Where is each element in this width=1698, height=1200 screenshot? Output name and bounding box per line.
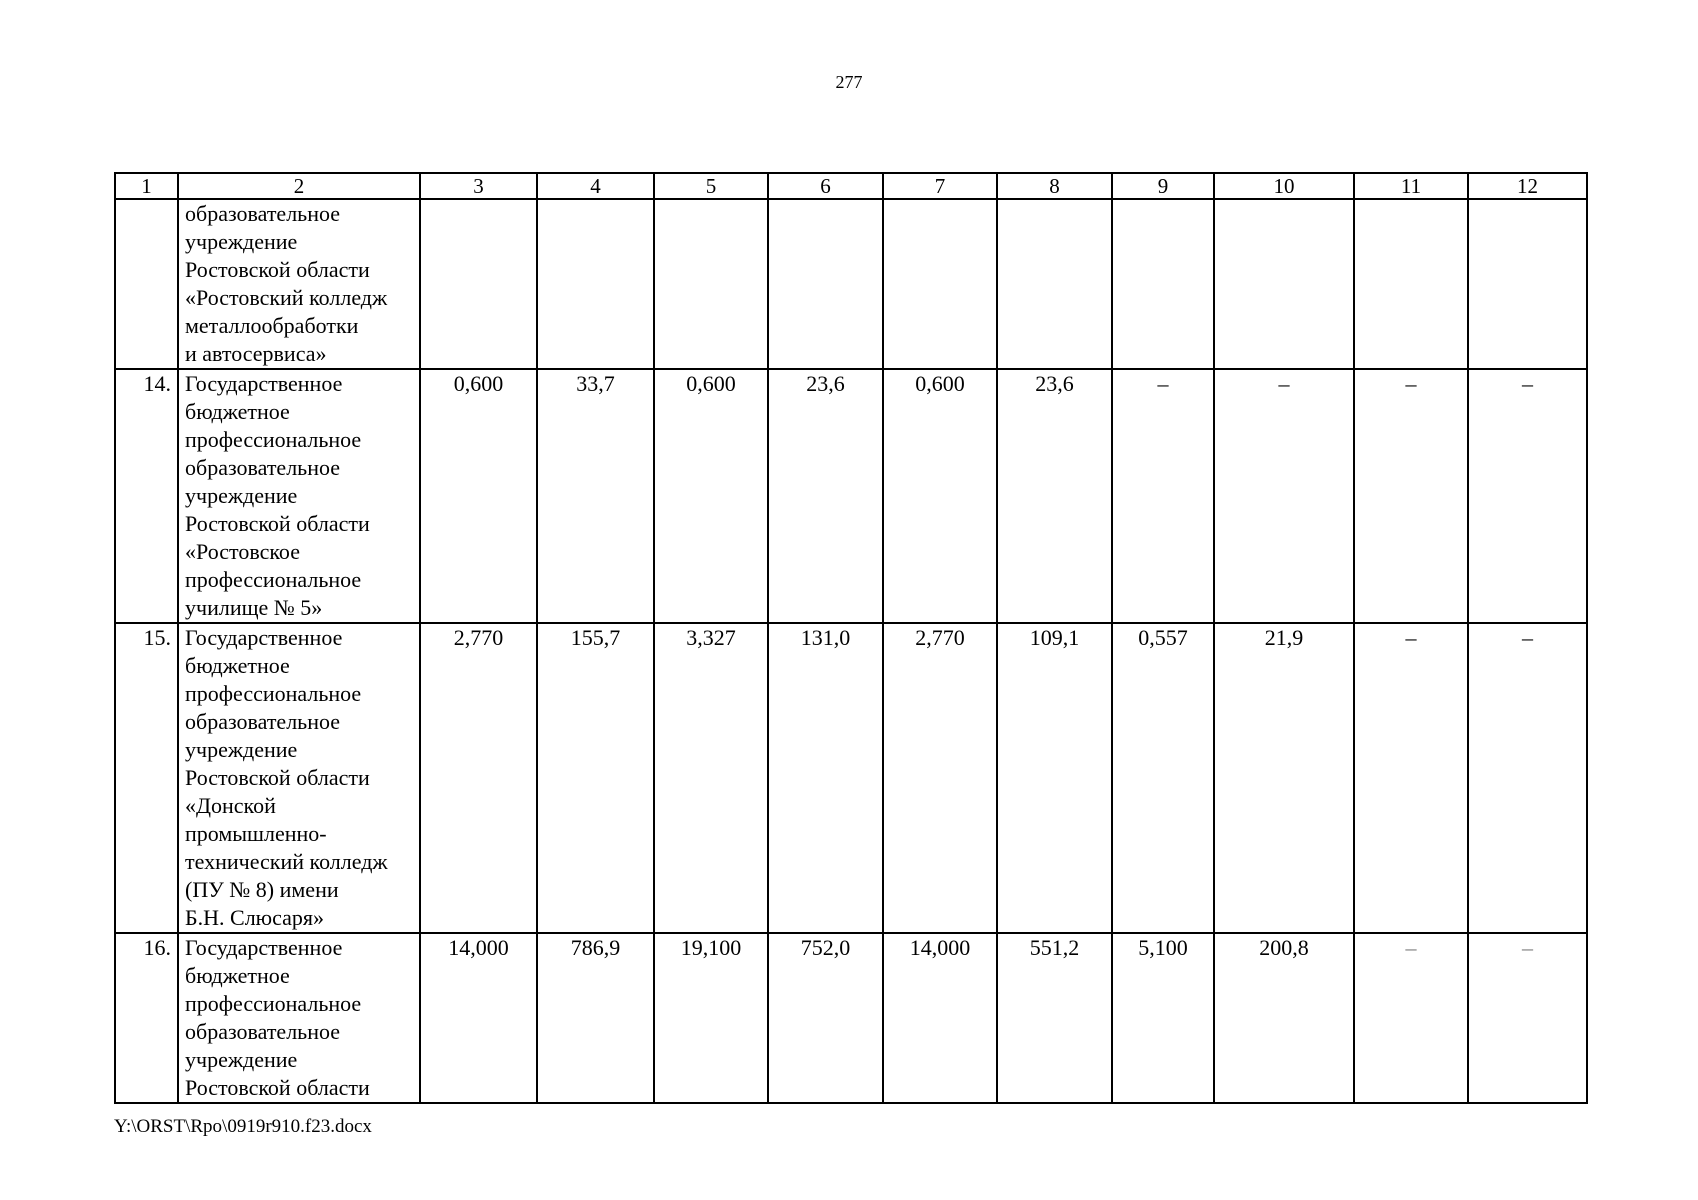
value-cell: 551,2 xyxy=(997,933,1112,1103)
name-line: профессиональное xyxy=(185,427,362,452)
value-cell: 19,100 xyxy=(654,933,768,1103)
row-number xyxy=(115,199,178,369)
column-header: 4 xyxy=(537,173,654,199)
name-line: Государственное xyxy=(185,625,343,650)
footer-file-path: Y:\ORST\Rpo\0919r910.f23.docx xyxy=(114,1116,372,1137)
value-cell: – xyxy=(1354,623,1468,933)
value-cell: – xyxy=(1214,369,1354,623)
column-header: 3 xyxy=(420,173,537,199)
value-cell: 200,8 xyxy=(1214,933,1354,1103)
value-cell xyxy=(997,199,1112,369)
name-line: бюджетное xyxy=(185,399,290,424)
value-cell: 109,1 xyxy=(997,623,1112,933)
name-line: учреждение xyxy=(185,229,298,254)
value-cell: 21,9 xyxy=(1214,623,1354,933)
row-number: 15. xyxy=(115,623,178,933)
value-cell xyxy=(1214,199,1354,369)
table-row xyxy=(115,199,1587,369)
table-row xyxy=(115,623,1587,933)
value-cell: – xyxy=(1354,369,1468,623)
name-line: Ростовской области xyxy=(185,1075,370,1100)
column-header: 7 xyxy=(883,173,997,199)
value-cell: 23,6 xyxy=(997,369,1112,623)
name-line: бюджетное xyxy=(185,963,290,988)
column-header: 5 xyxy=(654,173,768,199)
table-header-row xyxy=(115,173,1587,199)
value-cell: 14,000 xyxy=(883,933,997,1103)
data-table xyxy=(114,172,1588,1104)
value-cell: 3,327 xyxy=(654,623,768,933)
name-line: Ростовской области xyxy=(185,765,370,790)
row-number: 16. xyxy=(115,933,178,1103)
name-line: Государственное xyxy=(185,371,343,396)
name-line: образовательное xyxy=(185,1019,341,1044)
value-cell xyxy=(420,199,537,369)
name-line: и автосервиса» xyxy=(185,341,327,366)
name-line: (ПУ № 8) имени xyxy=(185,877,339,902)
value-cell: 0,600 xyxy=(420,369,537,623)
value-cell: 0,600 xyxy=(654,369,768,623)
name-line: учреждение xyxy=(185,483,298,508)
value-cell: 2,770 xyxy=(420,623,537,933)
value-cell: 23,6 xyxy=(768,369,883,623)
value-cell: 0,557 xyxy=(1112,623,1214,933)
value-cell: 2,770 xyxy=(883,623,997,933)
value-cell: 33,7 xyxy=(537,369,654,623)
value-cell: – xyxy=(1468,369,1587,623)
name-line: «Ростовское xyxy=(185,539,300,564)
institution-name xyxy=(178,933,420,1103)
value-cell: – xyxy=(1468,623,1587,933)
name-line: Ростовской области xyxy=(185,511,370,536)
page-number: 277 xyxy=(835,72,863,92)
value-cell: 14,000 xyxy=(420,933,537,1103)
name-line: промышленно- xyxy=(185,821,327,846)
name-line: учреждение xyxy=(185,1047,298,1072)
value-cell: – xyxy=(1112,369,1214,623)
name-line: образовательное xyxy=(185,455,341,480)
value-cell xyxy=(654,199,768,369)
name-line: Б.Н. Слюсаря» xyxy=(185,905,325,930)
name-line: образовательное xyxy=(185,709,341,734)
column-header: 10 xyxy=(1214,173,1354,199)
column-header: 2 xyxy=(178,173,420,199)
column-header: 6 xyxy=(768,173,883,199)
name-line: образовательное xyxy=(185,201,341,226)
institution-name xyxy=(178,369,420,623)
table-row xyxy=(115,369,1587,623)
column-header: 1 xyxy=(115,173,178,199)
name-line: «Донской xyxy=(185,793,276,818)
value-cell: – xyxy=(1468,933,1587,1103)
name-line: Государственное xyxy=(185,935,343,960)
name-line: бюджетное xyxy=(185,653,290,678)
column-header: 9 xyxy=(1112,173,1214,199)
value-cell xyxy=(537,199,654,369)
value-cell: 5,100 xyxy=(1112,933,1214,1103)
value-cell xyxy=(883,199,997,369)
table-row xyxy=(115,933,1587,1103)
column-header: 11 xyxy=(1354,173,1468,199)
value-cell: 0,600 xyxy=(883,369,997,623)
value-cell xyxy=(1112,199,1214,369)
value-cell xyxy=(1468,199,1587,369)
value-cell: – xyxy=(1354,933,1468,1103)
value-cell: 786,9 xyxy=(537,933,654,1103)
name-line: училище № 5» xyxy=(185,595,323,620)
value-cell xyxy=(1354,199,1468,369)
name-line: профессиональное xyxy=(185,991,362,1016)
name-line: Ростовской области xyxy=(185,257,370,282)
institution-name xyxy=(178,623,420,933)
name-line: технический колледж xyxy=(185,849,388,874)
name-line: профессиональное xyxy=(185,567,362,592)
institution-name xyxy=(178,199,420,369)
value-cell: 155,7 xyxy=(537,623,654,933)
name-line: учреждение xyxy=(185,737,298,762)
name-line: «Ростовский колледж xyxy=(185,285,388,310)
value-cell xyxy=(768,199,883,369)
column-header: 12 xyxy=(1468,173,1587,199)
row-number: 14. xyxy=(115,369,178,623)
column-header: 8 xyxy=(997,173,1112,199)
value-cell: 131,0 xyxy=(768,623,883,933)
value-cell: 752,0 xyxy=(768,933,883,1103)
name-line: металлообработки xyxy=(185,313,359,338)
name-line: профессиональное xyxy=(185,681,362,706)
